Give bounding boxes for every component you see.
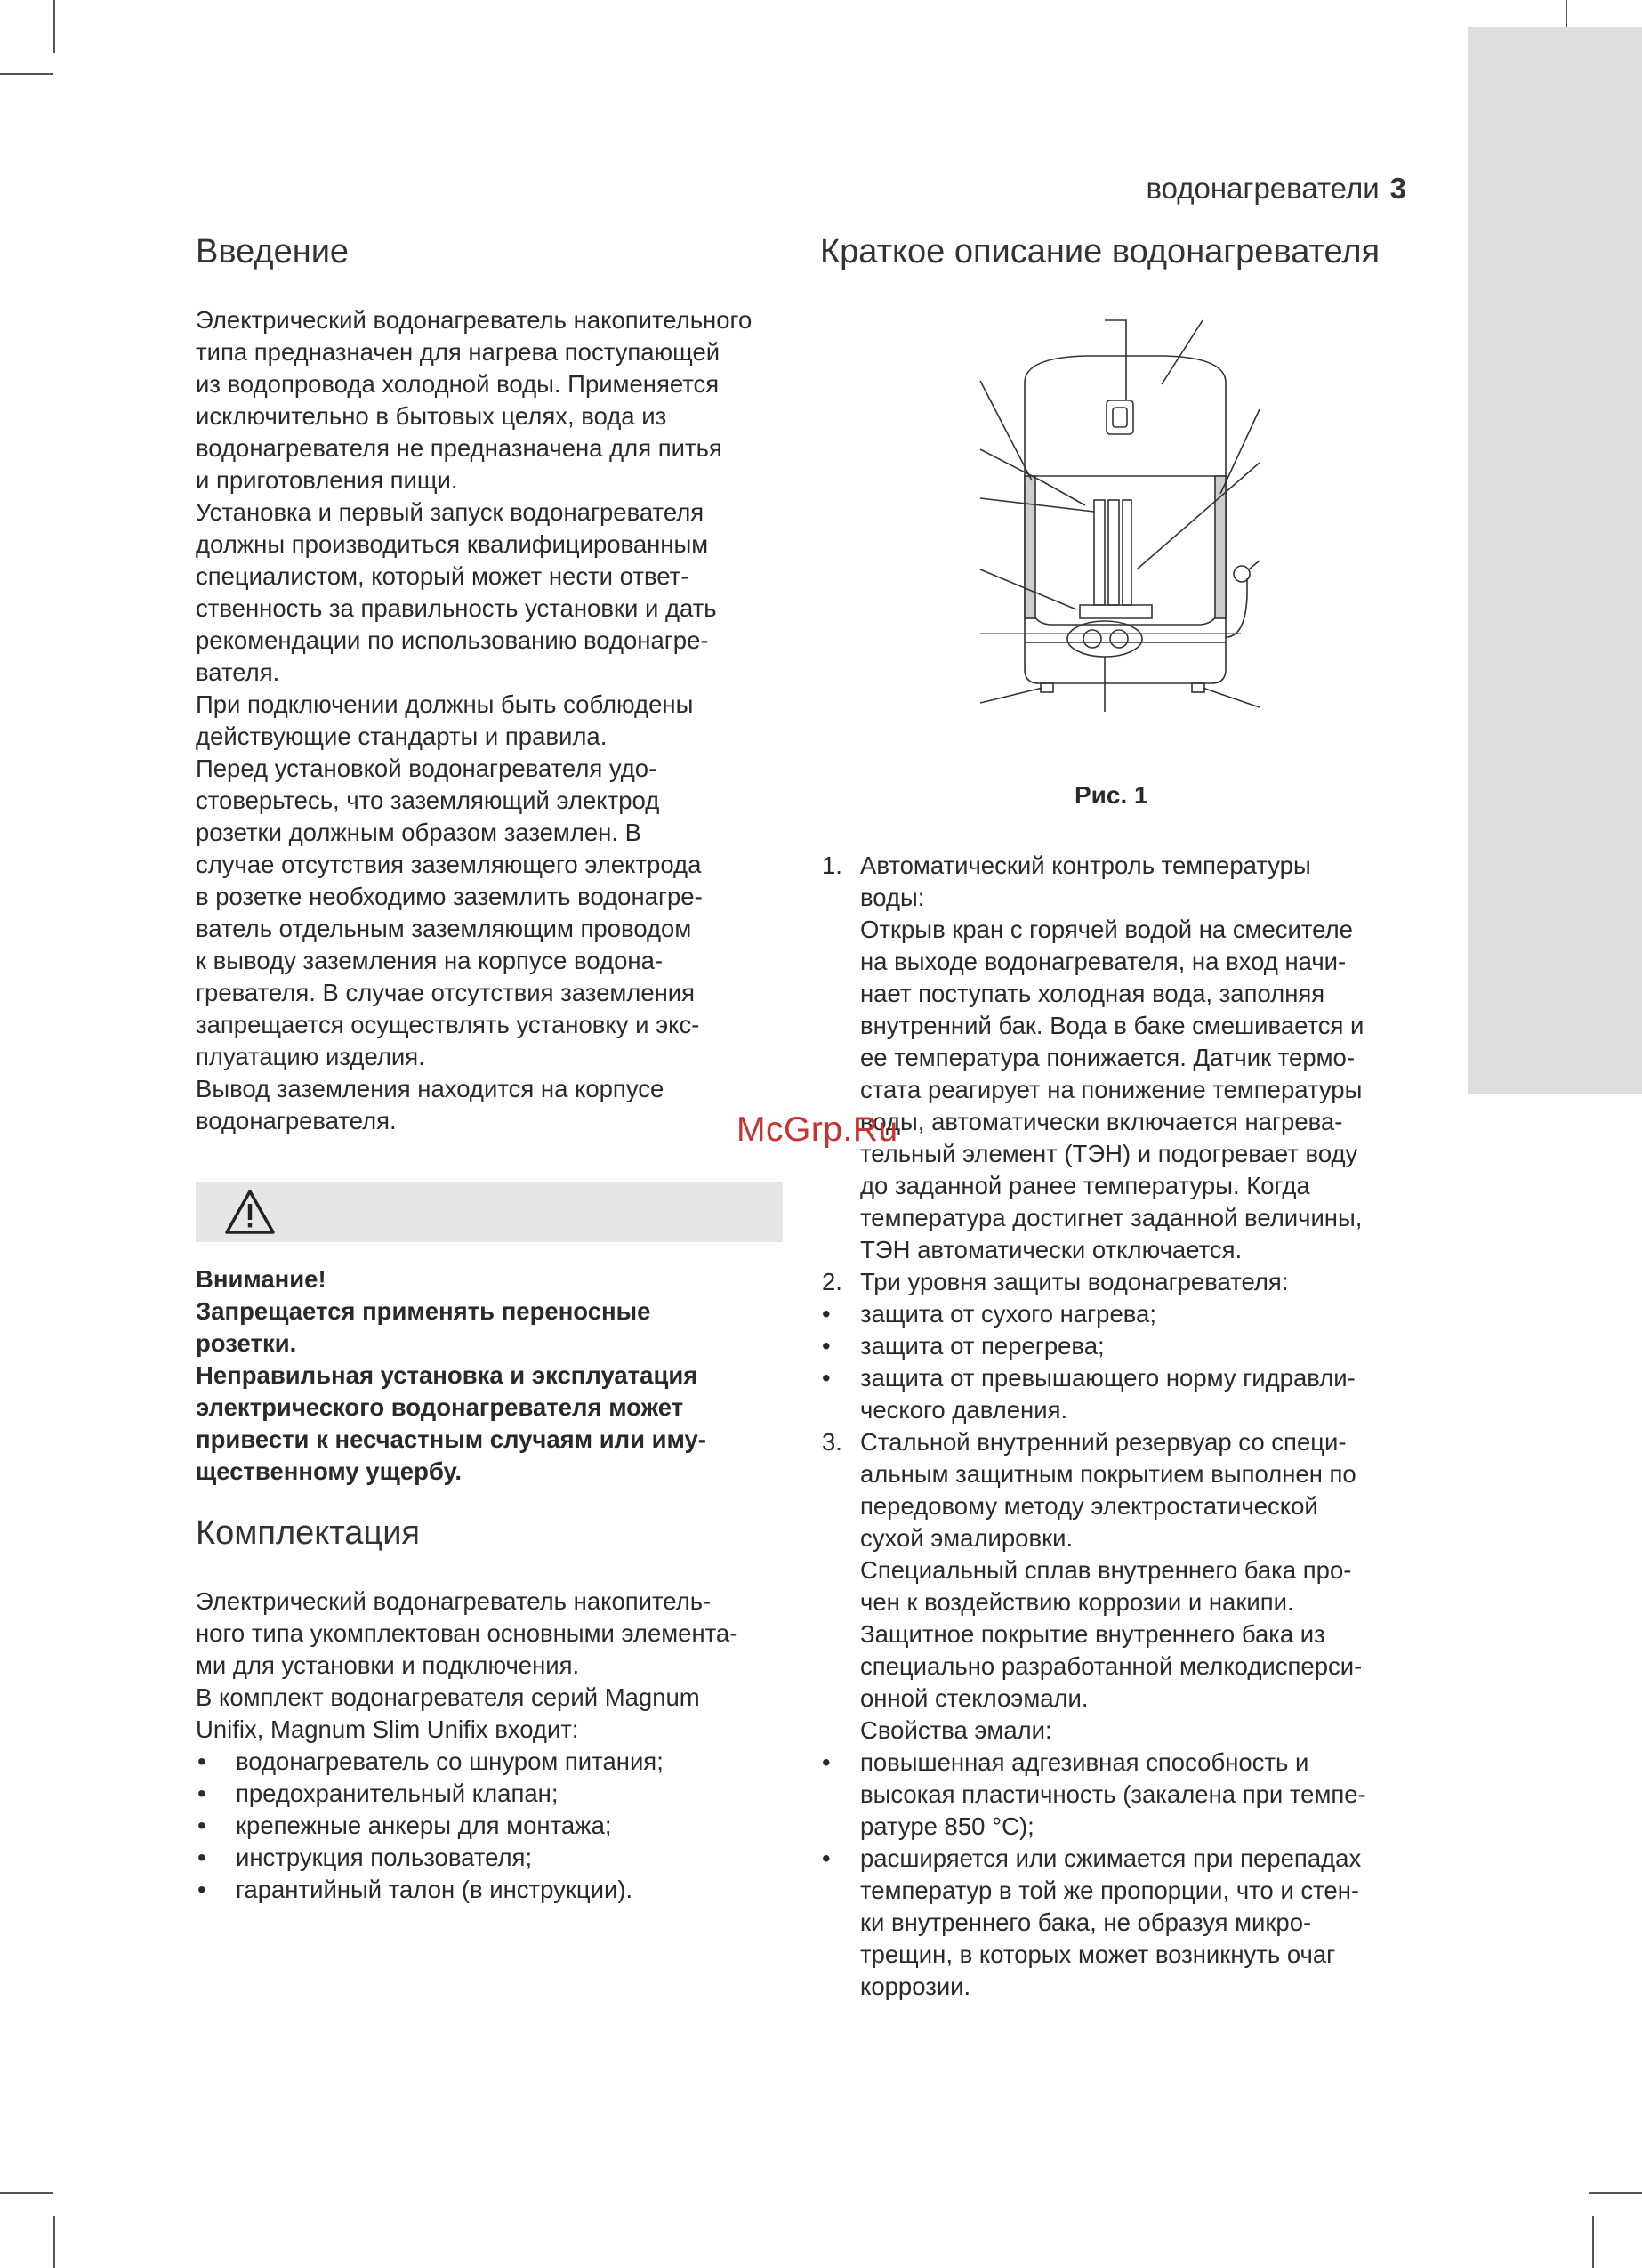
warning-line: щественному ущербу. <box>196 1457 463 1485</box>
text-line: расширяется или сжимается при перепадах <box>860 1844 1362 1872</box>
text-line: Unifix, Magnum Slim Unifix входит: <box>196 1715 579 1743</box>
text-line: коррозии. <box>860 1973 971 2000</box>
komplekt-title: Комплектация <box>196 1514 421 1552</box>
bullet-item <box>820 1298 1414 1330</box>
warning-triangle-icon <box>224 1189 276 1235</box>
description-title: Краткое описание водонагревателя <box>820 233 1380 270</box>
list-item: • крепежные анкеры для монтажа; <box>196 1810 792 1842</box>
text-line: температур в той же пропорции, что и стен- <box>860 1877 1360 1904</box>
text-line: защита от превышающего норму гидравли- <box>860 1364 1356 1392</box>
text-line: гревателя. В случае отсутствия заземления <box>196 979 696 1006</box>
text-line: Перед установкой водонагревателя удо- <box>196 755 657 782</box>
text-line: действующие стандарты и правила. <box>196 722 608 750</box>
numbered-item <box>820 1266 1414 1298</box>
text-line: стоверьтесь, что заземляющий электрод <box>196 787 660 814</box>
text-line: специалистом, который может нести ответ- <box>196 562 689 590</box>
text-line: Автоматический контроль температуры <box>860 852 1311 879</box>
warning-bar <box>196 1182 783 1242</box>
crop-mark <box>0 2192 53 2194</box>
text-line: плуатацию изделия. <box>196 1043 425 1070</box>
bullet-item <box>820 1330 1414 1362</box>
komplekt-body <box>196 1586 792 1906</box>
warning-line: Запрещается применять переносные <box>196 1297 651 1325</box>
text-line: вателя. <box>196 658 280 686</box>
warning-line: розетки. <box>196 1329 297 1357</box>
text-line: Электрический водонагреватель накопительного <box>196 306 753 334</box>
text-line: розетки должным образом заземлен. В <box>196 819 641 846</box>
text-line: к выводу заземления на корпусе водона- <box>196 947 664 974</box>
bullet-marker: • <box>822 1332 831 1360</box>
crop-mark <box>53 0 55 53</box>
crop-mark <box>53 2216 55 2268</box>
running-header <box>1146 172 1406 206</box>
text-line: ватель отдельным заземляющим проводом <box>196 915 692 942</box>
text-line: Специальный сплав внутреннего бака про- <box>860 1556 1352 1584</box>
intro-title: Введение <box>196 233 350 270</box>
bullet-marker: • <box>822 1300 831 1328</box>
text-line: онной стеклоэмали. <box>860 1684 1089 1712</box>
text-line: ее температура понижается. Датчик термо- <box>860 1044 1355 1071</box>
text-line: до заданной ранее температуры. Когда <box>860 1172 1310 1199</box>
text-line: Защитное покрытие внутреннего бака из <box>860 1620 1325 1648</box>
text-line: воды, автоматически включается нагрева- <box>860 1108 1343 1135</box>
text-line: ного типа укомплектован основными элемента- <box>196 1619 738 1647</box>
text-line: Свойства эмали: <box>860 1716 1052 1744</box>
text-line: сухой эмалировки. <box>860 1524 1074 1552</box>
text-line: чен к воздействию коррозии и накипи. <box>860 1588 1294 1616</box>
text-line: В комплект водонагревателя серий Magnum <box>196 1683 700 1711</box>
bullet-item <box>820 1843 1414 2003</box>
crop-mark <box>0 73 53 75</box>
text-line: Открыв кран с горячей водой на смесителе <box>860 916 1353 943</box>
text-line: передовому методу электростатической <box>860 1492 1318 1520</box>
text-line: повышенная адгезивная способность и <box>860 1748 1309 1776</box>
text-line: водонагревателя. <box>196 1107 397 1134</box>
text-line: Электрический водонагреватель накопитель- <box>196 1587 712 1615</box>
text-line: защита от перегрева; <box>860 1332 1105 1360</box>
text-line: трещин, в которых может возникнуть очаг <box>860 1941 1336 1968</box>
warning-line: Внимание! <box>196 1265 326 1293</box>
numbered-item <box>820 1426 1414 1747</box>
text-line: внутренний бак. Вода в баке смешивается и <box>860 1012 1364 1039</box>
text-line: в розетке необходимо заземлить водонагре- <box>196 883 703 910</box>
bullet-marker: • <box>822 1844 831 1872</box>
text-line: случае отсутствия заземляющего электрода <box>196 851 702 878</box>
text-line: нает поступать холодная вода, заполняя <box>860 980 1325 1007</box>
text-line: температура достигнет заданной величины, <box>860 1204 1363 1231</box>
text-line: запрещается осуществлять установку и экс- <box>196 1011 700 1038</box>
bullet-marker: • <box>822 1364 831 1392</box>
numbered-item <box>820 850 1414 1266</box>
bullet-item <box>820 1362 1414 1426</box>
list-item: • водонагреватель со шнуром питания; <box>196 1746 792 1778</box>
text-line: и приготовления пищи. <box>196 466 458 494</box>
text-line: на выходе водонагревателя, на вход начи- <box>860 948 1347 975</box>
text-line: Установка и первый запуск водонагревателя <box>196 498 704 526</box>
side-tab <box>1468 27 1642 1094</box>
text-line: Стальной внутренний резервуар со специ- <box>860 1428 1347 1456</box>
text-line: ческого давления. <box>860 1396 1068 1424</box>
text-line: из водопровода холодной воды. Применяется <box>196 370 720 398</box>
text-line: водонагревателя не предназначена для питья <box>196 434 722 462</box>
text-line: ТЭН автоматически отключается. <box>860 1236 1243 1263</box>
list-item: • инструкция пользователя; <box>196 1842 792 1874</box>
text-line: ственность за правильность установки и дать <box>196 594 717 622</box>
crop-mark <box>1589 2192 1642 2194</box>
text-line: воды: <box>860 884 925 911</box>
text-line: высокая пластичность (закалена при темпе- <box>860 1780 1366 1808</box>
warning-line: привести к несчастным случаям или иму- <box>196 1425 706 1453</box>
text-line: альным защитным покрытием выполнен по <box>860 1460 1356 1488</box>
crop-mark <box>1592 2216 1594 2268</box>
text-line: Вывод заземления находится на корпусе <box>196 1075 664 1102</box>
text-line: ми для установки и подключения. <box>196 1651 580 1679</box>
text-line: рекомендации по использованию водонагре- <box>196 626 709 654</box>
watermark: McGrp.Ru <box>736 1110 898 1149</box>
text-line: При подключении должны быть соблюдены <box>196 690 694 718</box>
warning-text <box>196 1263 801 1488</box>
text-line: защита от сухого нагрева; <box>860 1300 1156 1328</box>
text-line: исключительно в бытовых целях, вода из <box>196 402 667 430</box>
komplekt-list <box>196 1746 792 1906</box>
item-marker: 2. <box>822 1268 842 1295</box>
warning-line: Неправильная установка и эксплуатация <box>196 1361 698 1389</box>
intro-body <box>196 304 787 1137</box>
text-line: ратуре 850 °С); <box>860 1812 1034 1840</box>
water-heater-figure <box>970 303 1263 730</box>
description-body <box>820 850 1414 2003</box>
item-marker: 3. <box>822 1428 842 1456</box>
text-line: стата реагирует на понижение температуры <box>860 1076 1363 1103</box>
figure-caption: Рис. 1 <box>1075 781 1148 809</box>
text-line: должны производиться квалифицированным <box>196 530 709 558</box>
page-number: 3 <box>1389 172 1406 205</box>
text-line: ки внутреннего бака, не образуя микро- <box>860 1909 1312 1936</box>
bullet-marker: • <box>822 1748 831 1776</box>
text-line: типа предназначен для нагрева поступающей <box>196 338 720 366</box>
warning-line: электрического водонагревателя может <box>196 1393 684 1421</box>
text-line: Три уровня защиты водонагревателя: <box>860 1268 1289 1295</box>
bullet-item <box>820 1747 1414 1843</box>
text-line: тельный элемент (ТЭН) и подогревает воду <box>860 1140 1358 1167</box>
header-section: водонагреватели <box>1146 172 1380 205</box>
text-line: специально разработанной мелкодисперси- <box>860 1652 1363 1680</box>
list-item: • предохранительный клапан; <box>196 1778 792 1810</box>
item-marker: 1. <box>822 852 842 879</box>
list-item: • гарантийный талон (в инструкции). <box>196 1874 792 1906</box>
